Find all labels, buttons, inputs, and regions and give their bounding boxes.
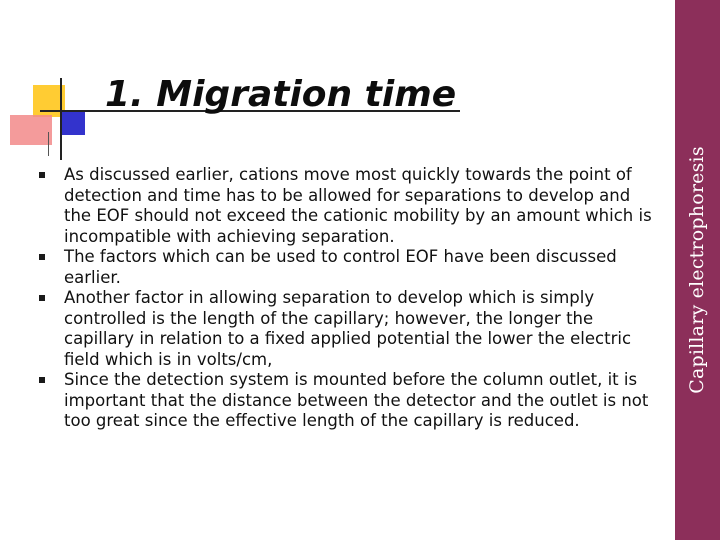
bullet-list (38, 165, 653, 432)
bullet-square-icon (39, 377, 45, 383)
side-bar-label: Capillary electrophoresis (686, 146, 708, 394)
bullet-text: The factors which can be used to control EOF have been discussed earlier. (64, 247, 617, 287)
bullet-square-icon (39, 295, 45, 301)
logo-red-square (10, 115, 52, 145)
side-bar (675, 0, 720, 540)
bullet-square-icon (39, 172, 45, 178)
bullet-item (38, 288, 653, 370)
bullet-item (38, 165, 653, 247)
bullet-text: Another factor in allowing separation to develop which is simply controlled is the length of the capillary; however, the longer the capillary in relation to a fixed applied potential the lower the electric field which is in volts/cm, (64, 288, 632, 369)
bullet-square-icon (39, 254, 45, 260)
logo-blue-square (62, 112, 85, 135)
bullet-item (38, 370, 653, 432)
slide-title: 1. Migration time (105, 74, 457, 115)
logo-vertical-tick (48, 132, 49, 156)
slide-logo (0, 0, 120, 170)
logo-vertical-line (60, 78, 62, 160)
bullet-text: As discussed earlier, cations move most quickly towards the point of detection and time has to be allowed for separations to develop and the EOF should not exceed the cationic mobility by an amount which is incompatible with achieving separation. (64, 165, 652, 246)
bullet-item (38, 247, 653, 288)
bullet-text: Since the detection system is mounted before the column outlet, it is important that the distance between the detector and the outlet is not too great since the effective length of the capillary is reduced. (64, 370, 649, 430)
